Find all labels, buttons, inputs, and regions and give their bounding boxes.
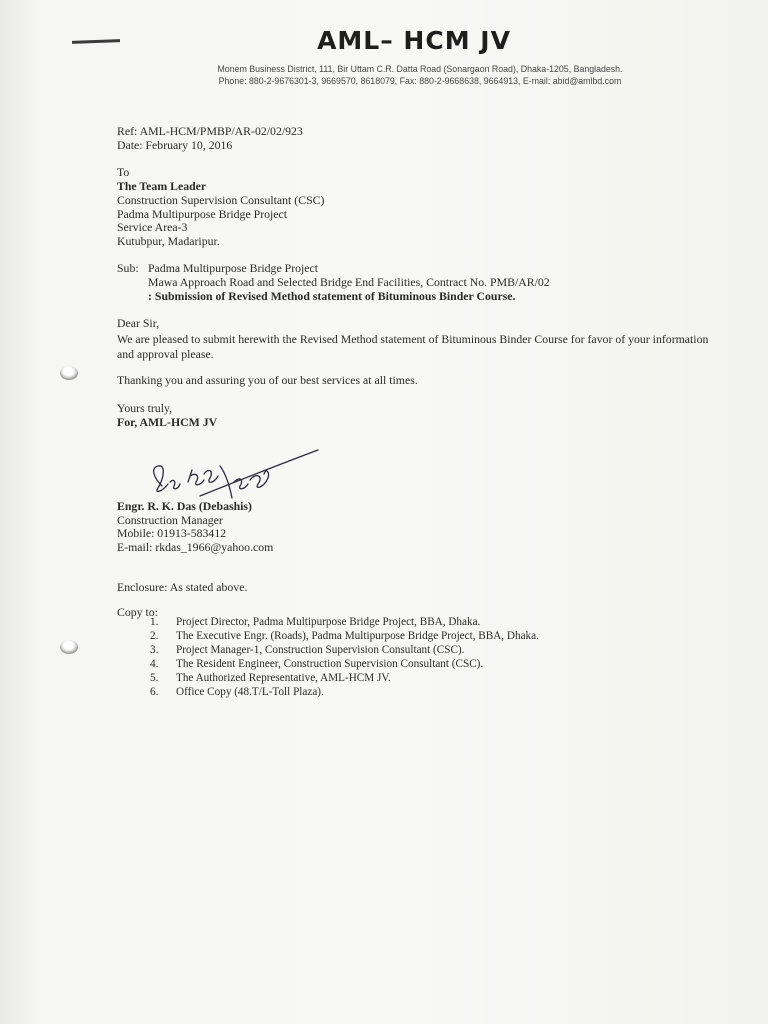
punch-hole bbox=[60, 640, 78, 654]
subject-line: Mawa Approach Road and Selected Bridge End Facilities, Contract No. PMB/AR/02 bbox=[148, 275, 550, 289]
list-item bbox=[150, 671, 539, 685]
list-item-text: The Resident Engineer, Construction Supervision Consultant (CSC). bbox=[176, 658, 484, 670]
list-item-text: Project Director, Padma Multipurpose Bridge Project, BBA, Dhaka. bbox=[176, 616, 481, 628]
list-item-number: 1. bbox=[150, 616, 159, 628]
recipient-line: Service Area-3 bbox=[117, 220, 188, 234]
list-item bbox=[150, 657, 539, 671]
letter-date: Date: February 10, 2016 bbox=[117, 138, 233, 152]
list-item-text: Project Manager-1, Construction Supervision Consultant (CSC). bbox=[176, 644, 465, 656]
list-item-number: 2. bbox=[150, 630, 159, 642]
company-address: Monem Business District, 111, Bir Uttam C.R. Datta Road (Sonargaon Road), Dhaka-1205, Bangladesh. bbox=[217, 64, 623, 74]
list-item bbox=[150, 643, 539, 657]
copy-to-list bbox=[150, 615, 539, 699]
recipient-line: Construction Supervision Consultant (CSC) bbox=[117, 193, 325, 207]
recipient-line: Kutubpur, Madaripur. bbox=[117, 234, 220, 248]
salutation: Dear Sir, bbox=[117, 316, 160, 330]
closing-company: For, AML-HCM JV bbox=[117, 415, 218, 429]
list-item-number: 4. bbox=[150, 658, 159, 670]
list-item-number: 3. bbox=[150, 644, 159, 656]
subject-line: Padma Multipurpose Bridge Project bbox=[148, 261, 319, 275]
list-item bbox=[150, 685, 539, 699]
closing: Yours truly, bbox=[117, 401, 173, 415]
subject-label: Sub: bbox=[117, 261, 139, 275]
list-item bbox=[150, 629, 539, 643]
body-paragraph: Thanking you and assuring you of our best services at all times. bbox=[117, 373, 418, 387]
signatory-name: Engr. R. K. Das (Debashis) bbox=[117, 499, 252, 513]
subject-line-bold: : Submission of Revised Method statement of Bituminous Binder Course. bbox=[148, 289, 516, 303]
signatory-email: E-mail: rkdas_1966@yahoo.com bbox=[117, 540, 274, 554]
punch-hole bbox=[60, 366, 78, 380]
copy-to-label: Copy to: bbox=[117, 605, 158, 619]
company-name: AML– HCM JV bbox=[317, 26, 511, 55]
list-item-text: The Executive Engr. (Roads), Padma Multipurpose Bridge Project, BBA, Dhaka. bbox=[176, 630, 539, 642]
list-item-text: The Authorized Representative, AML-HCM JV. bbox=[176, 672, 391, 684]
recipient-line: Padma Multipurpose Bridge Project bbox=[117, 207, 288, 221]
signatory-mobile: Mobile: 01913-583412 bbox=[117, 526, 227, 540]
list-item bbox=[150, 615, 539, 629]
list-item-text: Office Copy (48.T/L-Toll Plaza). bbox=[176, 686, 324, 698]
body-paragraph: We are pleased to submit herewith the Revised Method statement of Bituminous Binder Course for favor of your information and approval please. bbox=[117, 332, 709, 361]
recipient-title: The Team Leader bbox=[117, 179, 207, 193]
company-contact: Phone: 880-2-9676301-3, 9669570, 8618079, Fax: 880-2-9668638, 9664913, E-mail: abid@amlbd.com bbox=[218, 76, 622, 86]
enclosure-note: Enclosure: As stated above. bbox=[117, 580, 248, 594]
list-item-number: 6. bbox=[150, 686, 159, 698]
list-item-number: 5. bbox=[150, 672, 159, 684]
signatory-designation: Construction Manager bbox=[117, 513, 223, 527]
reference-number: Ref: AML-HCM/PMBP/AR-02/02/923 bbox=[117, 124, 303, 138]
to-label: To bbox=[117, 165, 130, 179]
